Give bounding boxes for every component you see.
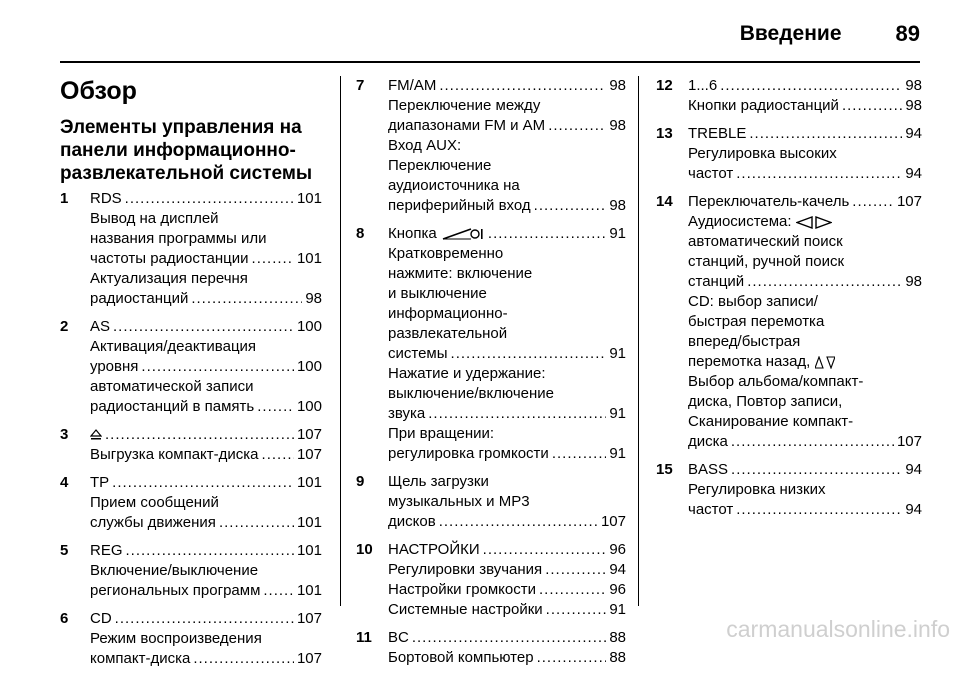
- entry-line: [688, 76, 922, 96]
- entry-line: [688, 392, 922, 412]
- entry-line: [688, 124, 922, 144]
- list-item: [60, 317, 322, 417]
- page-ref[interactable]: 101: [296, 190, 322, 207]
- entry-line: [688, 372, 922, 392]
- line-text: REG: [90, 542, 123, 559]
- line-text: FM/AM: [388, 77, 437, 94]
- line-text: и выключение: [388, 285, 487, 302]
- dot-leader: [731, 460, 902, 480]
- header-rule: [60, 61, 920, 63]
- entry-line: [688, 460, 922, 480]
- line-text: перемотка назад,: [688, 353, 811, 370]
- column-divider: [638, 76, 639, 606]
- entry-line: [388, 512, 626, 532]
- line-text: Включение/выключение: [90, 562, 259, 579]
- entry-line: [688, 164, 922, 184]
- page-ref[interactable]: 91: [609, 405, 626, 422]
- page-ref[interactable]: 98: [609, 77, 626, 94]
- line-text: CD: выбор записи/: [688, 293, 818, 310]
- line-text: Актуализация перечня: [90, 270, 248, 287]
- entry-line: [388, 580, 626, 600]
- dot-leader: [257, 397, 294, 417]
- line-text: Выбор альбома/компакт-: [688, 373, 864, 390]
- page-ref[interactable]: 94: [905, 125, 922, 142]
- line-text: уровня: [90, 358, 139, 375]
- entry-line: [388, 344, 626, 364]
- item-number: 1: [60, 190, 69, 207]
- line-text: Переключение между: [388, 97, 541, 114]
- dot-leader: [483, 540, 607, 560]
- line-text: Настройки громкости: [388, 581, 537, 598]
- list-item: [656, 460, 922, 520]
- section-title: Обзор: [60, 77, 137, 105]
- entry-line: [90, 337, 322, 357]
- entry-line: [388, 648, 626, 668]
- item-number: 12: [656, 77, 673, 94]
- line-text: Переключатель-качель: [688, 193, 850, 210]
- list-item: [60, 425, 322, 465]
- page-header: [60, 14, 920, 54]
- list-item: [356, 224, 626, 464]
- entry-line: [388, 76, 626, 96]
- item-number: 4: [60, 474, 69, 491]
- item-number: 11: [356, 629, 372, 646]
- entry-line: [90, 189, 322, 209]
- entry-line: [688, 144, 922, 164]
- line-text: звука: [388, 405, 426, 422]
- line-text: быстрая перемотка: [688, 313, 825, 330]
- line-text: автоматической записи: [90, 378, 254, 395]
- entry-line: [688, 432, 922, 452]
- item-number: 5: [60, 542, 69, 559]
- line-text: нажмите: включение: [388, 265, 533, 282]
- dot-leader: [736, 164, 902, 184]
- entry-line: [688, 272, 922, 292]
- entry-line: [688, 252, 922, 272]
- list-item: [656, 76, 922, 116]
- dot-leader: [191, 289, 302, 309]
- entry-line: [388, 324, 626, 344]
- entry-line: [388, 492, 626, 512]
- dot-leader: [537, 648, 607, 668]
- line-text: региональных программ: [90, 582, 261, 599]
- line-text: информационно-: [388, 305, 508, 322]
- dot-leader: [193, 649, 294, 669]
- entry-line: [90, 209, 322, 229]
- column-2: [356, 76, 626, 676]
- line-text: Аудиосистема:: [688, 213, 792, 230]
- subsection-title: Элементы управления на панели информационно-развлекательной системы: [60, 117, 313, 184]
- page-ref[interactable]: 98: [905, 273, 922, 290]
- entry-line: [90, 473, 322, 493]
- dot-leader: [749, 124, 902, 144]
- page-ref[interactable]: 98: [905, 97, 922, 114]
- page-ref[interactable]: 91: [609, 345, 626, 362]
- line-text: Вход AUX:: [388, 137, 462, 154]
- item-number: 15: [656, 461, 673, 478]
- entry-line: [90, 377, 322, 397]
- line-text: Щель загрузки: [388, 473, 489, 490]
- dot-leader: [736, 500, 902, 520]
- line-text: TREBLE: [688, 125, 747, 142]
- dot-leader: [534, 196, 607, 216]
- item-number: 8: [356, 225, 365, 242]
- line-text: 1...6: [688, 77, 718, 94]
- page-ref[interactable]: 107: [600, 513, 626, 530]
- entry-line: [388, 304, 626, 324]
- line-text: Переключение: [388, 157, 492, 174]
- dot-leader: [105, 425, 294, 445]
- entry-line: [388, 444, 626, 464]
- entry-line: [388, 424, 626, 444]
- page-ref[interactable]: 107: [296, 650, 322, 667]
- dot-leader: [439, 76, 606, 96]
- entry-line: [90, 269, 322, 289]
- entry-line: [388, 96, 626, 116]
- entry-line: [90, 561, 322, 581]
- dot-leader: [125, 189, 294, 209]
- dot-leader: [539, 580, 606, 600]
- dot-leader: [219, 513, 294, 533]
- entry-line: [688, 352, 922, 372]
- line-text: Прием сообщений: [90, 494, 219, 511]
- item-number: 7: [356, 77, 365, 94]
- dot-leader: [488, 224, 606, 244]
- dot-leader: [548, 116, 606, 136]
- list-item: [356, 472, 626, 532]
- page-ref[interactable]: 107: [296, 446, 322, 463]
- entry-line: [90, 289, 322, 309]
- line-text: Регулировка низких: [688, 481, 826, 498]
- page-ref[interactable]: 94: [905, 501, 922, 518]
- dot-leader: [842, 96, 902, 116]
- entry-line: [388, 264, 626, 284]
- entry-line: [388, 156, 626, 176]
- dot-leader: [141, 357, 294, 377]
- dot-leader: [731, 432, 894, 452]
- line-text: радиостанций: [90, 290, 189, 307]
- entry-line: [90, 513, 322, 533]
- line-text: Системные настройки: [388, 601, 543, 618]
- line-text: Кратковременно: [388, 245, 504, 262]
- line-text: AS: [90, 318, 111, 335]
- entry-line: [90, 445, 322, 465]
- list-item: [60, 473, 322, 533]
- watermark: carmanualsonline.info: [726, 616, 950, 642]
- page-ref[interactable]: 107: [896, 433, 922, 450]
- entry-line: [388, 472, 626, 492]
- entry-line: [388, 244, 626, 264]
- dot-leader: [852, 192, 894, 212]
- page-ref[interactable]: 107: [896, 193, 922, 210]
- entry-line: [388, 116, 626, 136]
- entry-line: [688, 480, 922, 500]
- line-text: музыкальных и MP3: [388, 493, 530, 510]
- line-text: Вывод на дисплей: [90, 210, 219, 227]
- line-text: Сканирование компакт-: [688, 413, 854, 430]
- dot-leader: [262, 445, 294, 465]
- page-ref[interactable]: 88: [609, 629, 626, 646]
- page-ref[interactable]: 98: [609, 117, 626, 134]
- entry-line: [388, 364, 626, 384]
- page-ref[interactable]: 101: [296, 514, 322, 531]
- line-text: BASS: [688, 461, 729, 478]
- entry-line: [388, 284, 626, 304]
- item-number: 10: [356, 541, 373, 558]
- entry-line: [388, 560, 626, 580]
- list-item: [356, 540, 626, 620]
- line-text: диска: [688, 433, 728, 450]
- line-text: При вращении:: [388, 425, 495, 442]
- page-ref[interactable]: 98: [305, 290, 322, 307]
- column-divider: [340, 76, 341, 606]
- page-ref[interactable]: 100: [296, 318, 322, 335]
- list-item: [60, 189, 322, 309]
- item-number: 13: [656, 125, 673, 142]
- entry-line: [688, 500, 922, 520]
- dot-leader: [126, 541, 294, 561]
- line-text: Бортовой компьютер: [388, 649, 534, 666]
- line-text: системы: [388, 345, 448, 362]
- entry-line: [90, 249, 322, 269]
- line-text: компакт-диска: [90, 650, 191, 667]
- line-text: периферийный вход: [388, 197, 531, 214]
- line-text: станций, ручной поиск: [688, 253, 845, 270]
- line-text: TP: [90, 474, 110, 491]
- line-text: частот: [688, 165, 734, 182]
- item-number: 3: [60, 426, 69, 443]
- page-ref[interactable]: 101: [296, 250, 322, 267]
- line-text: Кнопки радиостанций: [688, 97, 839, 114]
- line-text: развлекательной: [388, 325, 508, 342]
- line-text: радиостанций в память: [90, 398, 255, 415]
- entry-line: [688, 412, 922, 432]
- line-text: регулировка громкости: [388, 445, 549, 462]
- page-ref[interactable]: 107: [296, 610, 322, 627]
- dot-leader: [545, 560, 606, 580]
- entry-line: [90, 397, 322, 417]
- entry-line: [688, 192, 922, 212]
- dot-leader: [112, 473, 294, 493]
- line-text: Активация/деактивация: [90, 338, 257, 355]
- line-text: диска, Повтор записи,: [688, 393, 843, 410]
- dot-leader: [439, 512, 598, 532]
- page-ref[interactable]: 91: [609, 601, 626, 618]
- line-text: автоматический поиск: [688, 233, 843, 250]
- entry-line: [90, 541, 322, 561]
- entry-line: [688, 232, 922, 252]
- line-text: частоты радиостанции: [90, 250, 249, 267]
- page-ref[interactable]: 100: [296, 398, 322, 415]
- entry-line: [388, 540, 626, 560]
- page-number: 89: [895, 21, 920, 46]
- item-number: 2: [60, 318, 69, 335]
- page-ref[interactable]: 91: [609, 445, 626, 462]
- entry-line: [388, 136, 626, 156]
- line-text: дисков: [388, 513, 436, 530]
- line-text: Регулировка высоких: [688, 145, 837, 162]
- line-text: CD: [90, 610, 112, 627]
- page-ref[interactable]: 98: [609, 197, 626, 214]
- line-text: Кнопка: [388, 225, 437, 242]
- entry-line: [90, 649, 322, 669]
- page-ref[interactable]: 98: [905, 77, 922, 94]
- column-3: [656, 76, 922, 528]
- line-text: Выгрузка компакт-диска: [90, 446, 259, 463]
- item-number: 14: [656, 193, 673, 210]
- dot-leader: [451, 344, 607, 364]
- list-item: [656, 124, 922, 184]
- entry-line: [90, 317, 322, 337]
- page-ref[interactable]: 101: [296, 542, 322, 559]
- entry-line: [388, 176, 626, 196]
- page-ref[interactable]: 96: [609, 541, 626, 558]
- line-text: аудиоисточника на: [388, 177, 520, 194]
- page-ref[interactable]: 91: [609, 225, 626, 242]
- list-item: [60, 541, 322, 601]
- line-text: НАСТРОЙКИ: [388, 541, 480, 558]
- column-1: [60, 76, 322, 677]
- line-text: службы движения: [90, 514, 216, 531]
- entry-line: [388, 224, 626, 244]
- page-ref[interactable]: 101: [296, 474, 322, 491]
- line-text: Нажатие и удержание:: [388, 365, 546, 382]
- dot-leader: [552, 444, 607, 464]
- entry-line: [90, 425, 322, 445]
- entry-line: [388, 404, 626, 424]
- item-number: 9: [356, 473, 365, 490]
- entry-line: [688, 96, 922, 116]
- line-text: станций: [688, 273, 745, 290]
- entry-line: [688, 292, 922, 312]
- page-ref[interactable]: 96: [609, 581, 626, 598]
- entry-line: [688, 332, 922, 352]
- line-text: Режим воспроизведения: [90, 630, 262, 647]
- entry-line: [90, 493, 322, 513]
- list-item: [356, 76, 626, 216]
- line-text: Регулировки звучания: [388, 561, 543, 578]
- page-ref[interactable]: 94: [905, 461, 922, 478]
- entry-line: [90, 229, 322, 249]
- up-down-arrow-icon: [815, 352, 835, 372]
- page-ref[interactable]: 101: [296, 582, 322, 599]
- header-title: Введение: [739, 22, 842, 45]
- dot-leader: [263, 581, 294, 601]
- page-ref[interactable]: 94: [905, 165, 922, 182]
- line-text: частот: [688, 501, 734, 518]
- entry-line: [90, 581, 322, 601]
- entry-line: [388, 384, 626, 404]
- line-text: названия программы или: [90, 230, 267, 247]
- entry-line: [688, 212, 922, 232]
- dot-leader: [252, 249, 294, 269]
- entry-line: [388, 196, 626, 216]
- item-number: 6: [60, 610, 69, 627]
- list-item: [656, 192, 922, 452]
- page-ref[interactable]: 107: [296, 426, 322, 443]
- line-text: RDS: [90, 190, 122, 207]
- dot-leader: [428, 404, 606, 424]
- line-text: BC: [388, 629, 409, 646]
- line-text: вперед/быстрая: [688, 333, 801, 350]
- power-knob-icon: [441, 224, 485, 244]
- entry-line: [90, 357, 322, 377]
- dot-leader: [720, 76, 902, 96]
- page-ref[interactable]: 94: [609, 561, 626, 578]
- line-text: диапазонами FM и AM: [388, 117, 546, 134]
- dot-leader: [113, 317, 294, 337]
- line-text: выключение/включение: [388, 385, 555, 402]
- page-ref[interactable]: 88: [609, 649, 626, 666]
- dot-leader: [747, 272, 902, 292]
- entry-line: [688, 312, 922, 332]
- page-ref[interactable]: 100: [296, 358, 322, 375]
- eject-icon: [90, 425, 102, 445]
- seek-left-right-icon: [796, 212, 832, 232]
